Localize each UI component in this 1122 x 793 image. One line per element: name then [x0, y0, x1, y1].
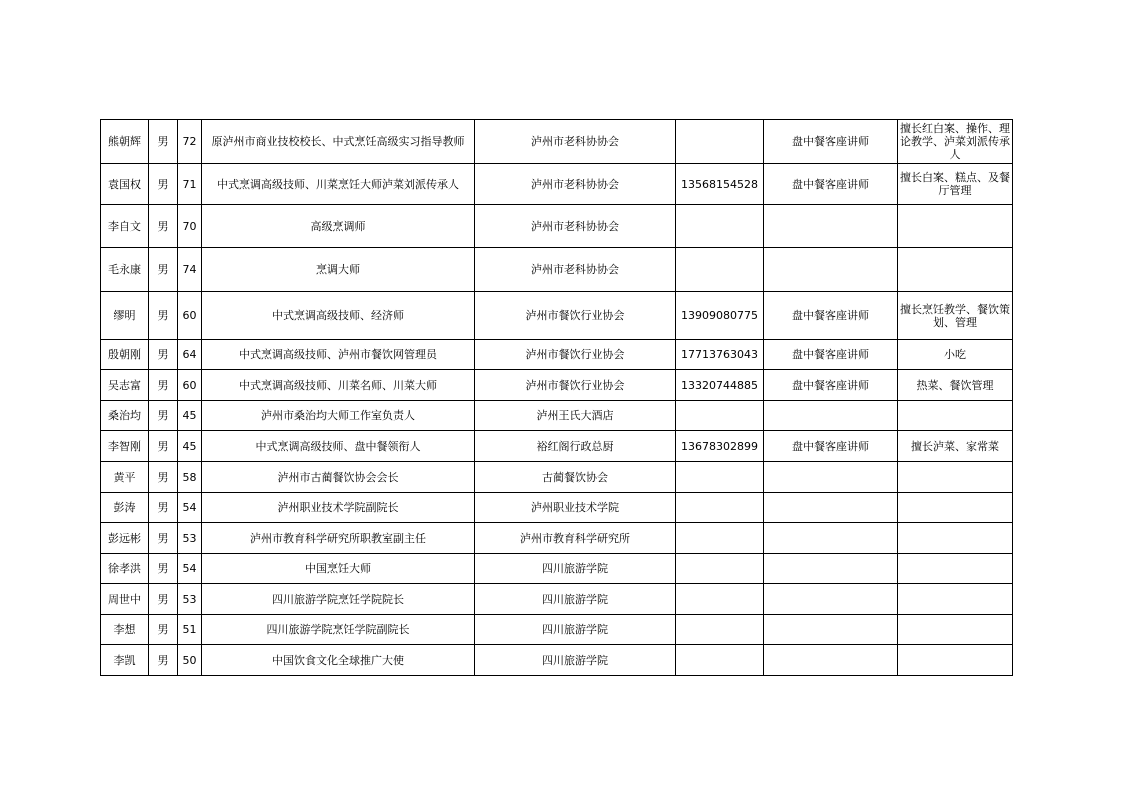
cell-organization: 泸州职业技术学院 [475, 493, 676, 523]
cell-organization: 泸州市餐饮行业协会 [475, 292, 676, 340]
cell-name: 殷朝刚 [101, 340, 149, 370]
cell-role [764, 401, 898, 431]
cell-age: 54 [178, 554, 202, 584]
cell-role: 盘中餐客座讲师 [764, 164, 898, 205]
cell-role: 盘中餐客座讲师 [764, 431, 898, 462]
cell-sex: 男 [149, 554, 178, 584]
cell-role: 盘中餐客座讲师 [764, 292, 898, 340]
table-row [101, 205, 1013, 248]
cell-sex: 男 [149, 120, 178, 164]
cell-role [764, 493, 898, 523]
cell-sex: 男 [149, 523, 178, 554]
cell-name: 熊朝辉 [101, 120, 149, 164]
cell-role: 盘中餐客座讲师 [764, 120, 898, 164]
cell-sex: 男 [149, 584, 178, 615]
cell-role: 盘中餐客座讲师 [764, 370, 898, 401]
cell-phone [676, 120, 764, 164]
cell-sex: 男 [149, 493, 178, 523]
cell-age: 50 [178, 645, 202, 676]
cell-specialty: 擅长泸菜、家常菜 [898, 431, 1013, 462]
cell-phone [676, 462, 764, 493]
cell-role: 盘中餐客座讲师 [764, 340, 898, 370]
table-row [101, 584, 1013, 615]
cell-title: 中式烹调高级技师、川菜名师、川菜大师 [202, 370, 475, 401]
cell-sex: 男 [149, 340, 178, 370]
cell-title: 泸州市教育科学研究所职教室副主任 [202, 523, 475, 554]
cell-specialty: 擅长红白案、操作、理论教学、泸菜刘派传承人 [898, 120, 1013, 164]
table-row [101, 523, 1013, 554]
cell-role [764, 523, 898, 554]
cell-specialty [898, 401, 1013, 431]
cell-name: 吴志富 [101, 370, 149, 401]
cell-phone [676, 523, 764, 554]
table-row [101, 554, 1013, 584]
cell-age: 51 [178, 615, 202, 645]
table-row [101, 292, 1013, 340]
cell-title: 中国饮食文化全球推广大使 [202, 645, 475, 676]
cell-organization: 泸州市老科协协会 [475, 248, 676, 292]
cell-specialty: 擅长白案、糕点、及餐厅管理 [898, 164, 1013, 205]
cell-phone [676, 584, 764, 615]
cell-organization: 裕红阁行政总厨 [475, 431, 676, 462]
cell-sex: 男 [149, 615, 178, 645]
cell-title: 泸州市桑治均大师工作室负责人 [202, 401, 475, 431]
cell-phone: 13678302899 [676, 431, 764, 462]
cell-title: 中式烹调高级技师、川菜烹饪大师泸菜刘派传承人 [202, 164, 475, 205]
cell-age: 60 [178, 292, 202, 340]
cell-specialty [898, 493, 1013, 523]
cell-organization: 四川旅游学院 [475, 615, 676, 645]
cell-sex: 男 [149, 431, 178, 462]
cell-role [764, 554, 898, 584]
cell-age: 53 [178, 523, 202, 554]
cell-title: 中式烹调高级技师、盘中餐领衔人 [202, 431, 475, 462]
cell-phone [676, 401, 764, 431]
cell-phone: 13320744885 [676, 370, 764, 401]
cell-specialty [898, 554, 1013, 584]
cell-title: 高级烹调师 [202, 205, 475, 248]
cell-sex: 男 [149, 248, 178, 292]
cell-name: 彭远彬 [101, 523, 149, 554]
cell-name: 李想 [101, 615, 149, 645]
cell-organization: 四川旅游学院 [475, 554, 676, 584]
cell-specialty [898, 205, 1013, 248]
cell-title: 原泸州市商业技校校长、中式烹饪高级实习指导教师 [202, 120, 475, 164]
cell-name: 毛永康 [101, 248, 149, 292]
cell-name: 缪明 [101, 292, 149, 340]
cell-specialty [898, 248, 1013, 292]
table-row [101, 615, 1013, 645]
table-row [101, 248, 1013, 292]
cell-phone [676, 615, 764, 645]
cell-age: 58 [178, 462, 202, 493]
cell-sex: 男 [149, 164, 178, 205]
table-row [101, 370, 1013, 401]
cell-specialty [898, 523, 1013, 554]
cell-organization: 泸州市餐饮行业协会 [475, 370, 676, 401]
cell-specialty [898, 645, 1013, 676]
cell-name: 徐孝洪 [101, 554, 149, 584]
table-row [101, 164, 1013, 205]
cell-role [764, 462, 898, 493]
cell-role [764, 205, 898, 248]
cell-phone: 17713763043 [676, 340, 764, 370]
cell-specialty [898, 462, 1013, 493]
cell-phone [676, 493, 764, 523]
cell-organization: 泸州王氏大酒店 [475, 401, 676, 431]
cell-specialty: 擅长烹饪教学、餐饮策划、管理 [898, 292, 1013, 340]
cell-phone [676, 205, 764, 248]
table-row [101, 462, 1013, 493]
cell-age: 70 [178, 205, 202, 248]
cell-name: 彭涛 [101, 493, 149, 523]
cell-organization: 泸州市老科协协会 [475, 164, 676, 205]
cell-phone: 13909080775 [676, 292, 764, 340]
cell-age: 72 [178, 120, 202, 164]
cell-age: 71 [178, 164, 202, 205]
cell-specialty [898, 615, 1013, 645]
cell-role [764, 584, 898, 615]
cell-role [764, 248, 898, 292]
cell-organization: 古蔺餐饮协会 [475, 462, 676, 493]
table-row [101, 645, 1013, 676]
cell-age: 53 [178, 584, 202, 615]
cell-age: 45 [178, 401, 202, 431]
cell-name: 黄平 [101, 462, 149, 493]
cell-name: 袁国权 [101, 164, 149, 205]
cell-organization: 泸州市老科协协会 [475, 205, 676, 248]
cell-title: 中国烹饪大师 [202, 554, 475, 584]
cell-sex: 男 [149, 462, 178, 493]
cell-title: 泸州职业技术学院副院长 [202, 493, 475, 523]
cell-organization: 四川旅游学院 [475, 645, 676, 676]
cell-age: 54 [178, 493, 202, 523]
cell-age: 60 [178, 370, 202, 401]
table-row [101, 120, 1013, 164]
cell-name: 李自文 [101, 205, 149, 248]
cell-age: 74 [178, 248, 202, 292]
cell-sex: 男 [149, 401, 178, 431]
cell-organization: 四川旅游学院 [475, 584, 676, 615]
cell-role [764, 645, 898, 676]
cell-age: 45 [178, 431, 202, 462]
cell-organization: 泸州市餐饮行业协会 [475, 340, 676, 370]
cell-title: 中式烹调高级技师、经济师 [202, 292, 475, 340]
cell-name: 李凯 [101, 645, 149, 676]
cell-name: 桑治均 [101, 401, 149, 431]
cell-name: 周世中 [101, 584, 149, 615]
cell-sex: 男 [149, 370, 178, 401]
cell-specialty [898, 584, 1013, 615]
table-row [101, 340, 1013, 370]
cell-phone: 13568154528 [676, 164, 764, 205]
table-body [101, 120, 1013, 676]
cell-role [764, 615, 898, 645]
cell-title: 四川旅游学院烹饪学院院长 [202, 584, 475, 615]
cell-specialty: 小吃 [898, 340, 1013, 370]
table-row [101, 401, 1013, 431]
cell-age: 64 [178, 340, 202, 370]
cell-title: 烹调大师 [202, 248, 475, 292]
cell-sex: 男 [149, 205, 178, 248]
cell-name: 李智刚 [101, 431, 149, 462]
cell-specialty: 热菜、餐饮管理 [898, 370, 1013, 401]
cell-organization: 泸州市老科协协会 [475, 120, 676, 164]
cell-phone [676, 248, 764, 292]
cell-title: 四川旅游学院烹饪学院副院长 [202, 615, 475, 645]
cell-phone [676, 554, 764, 584]
cell-sex: 男 [149, 645, 178, 676]
cell-title: 中式烹调高级技师、泸州市餐饮网管理员 [202, 340, 475, 370]
table-row [101, 493, 1013, 523]
cell-organization: 泸州市教育科学研究所 [475, 523, 676, 554]
table-row [101, 431, 1013, 462]
cell-sex: 男 [149, 292, 178, 340]
personnel-table [100, 119, 1013, 676]
cell-phone [676, 645, 764, 676]
cell-title: 泸州市古蔺餐饮协会会长 [202, 462, 475, 493]
